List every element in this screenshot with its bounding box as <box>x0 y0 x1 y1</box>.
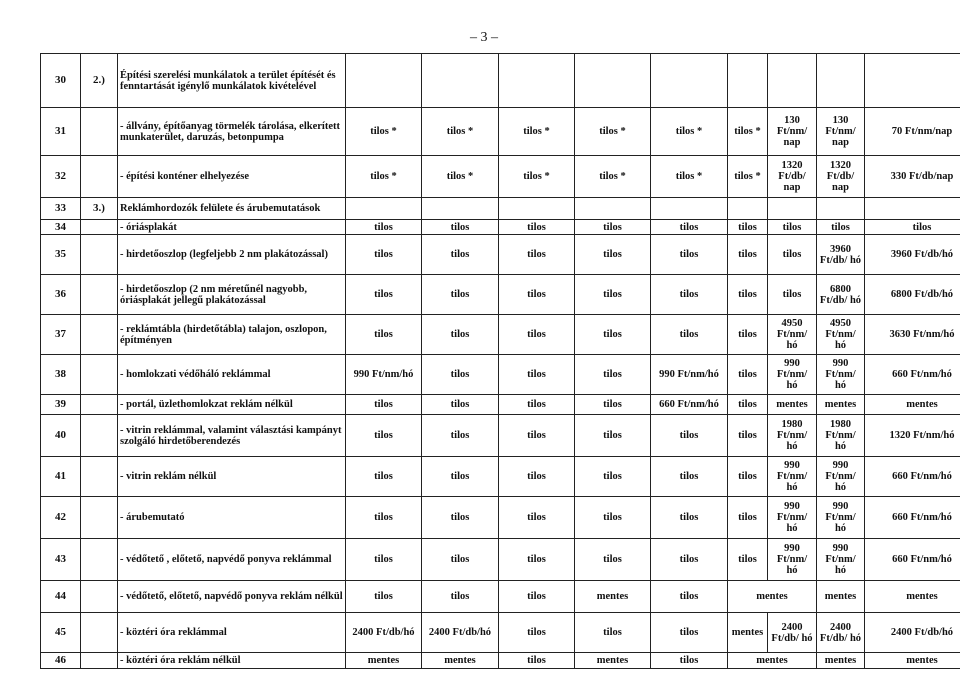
row-section <box>81 235 118 275</box>
fee-cell: tilos * <box>728 108 768 156</box>
fee-cell: 6800 Ft/db/hó <box>865 275 960 315</box>
fee-cell: 130 Ft/nm/ nap <box>817 108 865 156</box>
row-description: - homlokzati védőháló reklámmal <box>118 355 346 395</box>
row-section <box>81 497 118 539</box>
fee-cell: tilos <box>575 497 651 539</box>
fee-cell: tilos <box>728 315 768 355</box>
page-number: – 3 – <box>470 30 498 45</box>
fee-cell: 2400 Ft/db/hó <box>346 613 422 653</box>
table-row <box>41 220 960 235</box>
fee-cell: 3630 Ft/nm/hó <box>865 315 960 355</box>
table-row <box>41 395 960 415</box>
fee-cell: tilos <box>422 457 499 497</box>
fee-cell: tilos <box>575 220 651 235</box>
fee-cell: 660 Ft/nm/hó <box>865 497 960 539</box>
fee-cell <box>346 198 422 220</box>
fee-cell: tilos <box>499 275 575 315</box>
fee-cell: mentes <box>865 395 960 415</box>
fee-cell: tilos <box>575 235 651 275</box>
fee-cell: tilos * <box>728 156 768 198</box>
fee-cell: tilos <box>346 220 422 235</box>
fee-cell: tilos <box>728 395 768 415</box>
fee-cell: tilos <box>499 653 575 669</box>
fee-cell: 70 Ft/nm/nap <box>865 108 960 156</box>
fee-cell: tilos <box>768 220 817 235</box>
row-description: - portál, üzlethomlokzat reklám nélkül <box>118 395 346 415</box>
fee-cell: tilos <box>499 235 575 275</box>
fee-cell <box>651 198 728 220</box>
row-number: 46 <box>41 653 81 669</box>
fee-cell: tilos <box>422 395 499 415</box>
fee-cell: tilos <box>346 315 422 355</box>
row-section <box>81 108 118 156</box>
row-description: - reklámtábla (hirdetőtábla) talajon, oszlopon, építményen <box>118 315 346 355</box>
fee-cell: tilos <box>651 275 728 315</box>
fee-cell: tilos <box>499 539 575 581</box>
table-row <box>41 54 960 108</box>
fee-cell: 330 Ft/db/nap <box>865 156 960 198</box>
fee-cell: mentes <box>728 613 768 653</box>
fee-cell <box>728 54 768 108</box>
table-row <box>41 581 960 613</box>
table-row <box>41 355 960 395</box>
fee-cell: tilos <box>728 415 768 457</box>
fee-cell: tilos <box>575 539 651 581</box>
table-row <box>41 497 960 539</box>
row-section <box>81 315 118 355</box>
fee-cell: 990 Ft/nm/ hó <box>817 497 865 539</box>
row-section <box>81 415 118 457</box>
fee-cell: 990 Ft/nm/ hó <box>768 539 817 581</box>
fee-cell: 4950 Ft/nm/ hó <box>817 315 865 355</box>
fee-cell: 660 Ft/nm/hó <box>865 457 960 497</box>
row-description: - hirdetőoszlop (2 nm méretűnél nagyobb, óriásplakát jellegű plakátozással <box>118 275 346 315</box>
fee-cell: tilos <box>422 220 499 235</box>
row-number: 35 <box>41 235 81 275</box>
table-row <box>41 457 960 497</box>
fee-cell <box>651 54 728 108</box>
fee-cell: 660 Ft/nm/hó <box>651 395 728 415</box>
row-section: 2.) <box>81 54 118 108</box>
fee-cell: tilos * <box>575 108 651 156</box>
fee-cell: tilos <box>768 275 817 315</box>
fee-cell: tilos <box>651 457 728 497</box>
fee-cell <box>817 54 865 108</box>
row-description: - építési konténer elhelyezése <box>118 156 346 198</box>
fee-cell: tilos <box>575 457 651 497</box>
fee-cell: 6800 Ft/db/ hó <box>817 275 865 315</box>
fee-cell: tilos <box>651 613 728 653</box>
fee-cell: tilos <box>575 275 651 315</box>
fee-cell: 990 Ft/nm/ hó <box>768 355 817 395</box>
table-row <box>41 156 960 198</box>
fee-cell: tilos <box>651 235 728 275</box>
fee-cell: 990 Ft/nm/hó <box>651 355 728 395</box>
row-description: - védőtető , előtető, napvédő ponyva reklámmal <box>118 539 346 581</box>
fee-table <box>40 53 960 669</box>
fee-cell: 2400 Ft/db/hó <box>422 613 499 653</box>
fee-cell: tilos <box>728 275 768 315</box>
fee-cell: mentes <box>728 653 817 669</box>
row-description: - köztéri óra reklámmal <box>118 613 346 653</box>
fee-cell: tilos <box>499 315 575 355</box>
fee-cell: tilos <box>499 395 575 415</box>
table-row <box>41 415 960 457</box>
fee-cell: mentes <box>728 581 817 613</box>
fee-cell: tilos <box>728 457 768 497</box>
row-section <box>81 395 118 415</box>
row-description: Reklámhordozók felülete és árubemutatások <box>118 198 346 220</box>
row-number: 43 <box>41 539 81 581</box>
row-description: - köztéri óra reklám nélkül <box>118 653 346 669</box>
table-row <box>41 539 960 581</box>
fee-cell: tilos <box>499 613 575 653</box>
fee-cell: tilos <box>651 315 728 355</box>
fee-cell: tilos <box>499 581 575 613</box>
fee-cell <box>346 54 422 108</box>
fee-cell: 1320 Ft/nm/hó <box>865 415 960 457</box>
fee-cell <box>422 198 499 220</box>
row-number: 34 <box>41 220 81 235</box>
fee-cell: 2400 Ft/db/ hó <box>768 613 817 653</box>
row-section <box>81 653 118 669</box>
fee-cell: 3960 Ft/db/ hó <box>817 235 865 275</box>
row-description: - védőtető, előtető, napvédő ponyva reklám nélkül <box>118 581 346 613</box>
fee-cell: 2400 Ft/db/ hó <box>817 613 865 653</box>
row-description: - hirdetőoszlop (legfeljebb 2 nm plakátozással) <box>118 235 346 275</box>
fee-cell <box>575 54 651 108</box>
fee-cell: tilos <box>499 220 575 235</box>
row-section <box>81 220 118 235</box>
fee-cell: 130 Ft/nm/ nap <box>768 108 817 156</box>
fee-cell: mentes <box>768 395 817 415</box>
row-description: - vitrin reklámmal, valamint választási kampányt szolgáló hirdetőberendezés <box>118 415 346 457</box>
row-section <box>81 355 118 395</box>
fee-cell: tilos * <box>422 108 499 156</box>
row-description: - árubemutató <box>118 497 346 539</box>
fee-cell: tilos <box>575 395 651 415</box>
row-number: 45 <box>41 613 81 653</box>
row-section <box>81 581 118 613</box>
table-row <box>41 198 960 220</box>
fee-cell: tilos <box>865 220 960 235</box>
fee-cell: tilos <box>346 415 422 457</box>
row-number: 38 <box>41 355 81 395</box>
row-section <box>81 539 118 581</box>
fee-cell <box>728 198 768 220</box>
fee-cell: tilos <box>768 235 817 275</box>
fee-cell: 1980 Ft/nm/ hó <box>768 415 817 457</box>
fee-cell: tilos <box>575 355 651 395</box>
fee-cell: tilos <box>575 415 651 457</box>
fee-cell: tilos <box>346 457 422 497</box>
fee-cell: tilos <box>728 235 768 275</box>
fee-cell: tilos <box>651 581 728 613</box>
row-description: - óriásplakát <box>118 220 346 235</box>
row-number: 44 <box>41 581 81 613</box>
row-number: 42 <box>41 497 81 539</box>
fee-cell: tilos <box>817 220 865 235</box>
fee-cell <box>768 54 817 108</box>
table-body <box>41 54 960 669</box>
fee-cell: tilos <box>651 497 728 539</box>
row-section: 3.) <box>81 198 118 220</box>
table-row <box>41 315 960 355</box>
fee-cell: tilos * <box>499 156 575 198</box>
fee-cell: tilos <box>422 315 499 355</box>
fee-cell: 1320 Ft/db/ nap <box>768 156 817 198</box>
fee-cell <box>817 198 865 220</box>
fee-cell <box>499 54 575 108</box>
fee-cell: mentes <box>346 653 422 669</box>
fee-cell: mentes <box>865 653 960 669</box>
fee-cell: mentes <box>817 581 865 613</box>
fee-cell <box>499 198 575 220</box>
fee-cell: tilos <box>651 653 728 669</box>
fee-cell: tilos <box>728 497 768 539</box>
fee-cell: tilos <box>422 355 499 395</box>
fee-cell: 990 Ft/nm/ hó <box>817 355 865 395</box>
fee-cell: tilos <box>499 355 575 395</box>
fee-cell: tilos <box>728 539 768 581</box>
fee-cell: tilos * <box>346 156 422 198</box>
row-description: - állvány, építőanyag törmelék tárolása, elkerített munkaterület, daruzás, betonpumpa <box>118 108 346 156</box>
fee-cell: tilos <box>346 235 422 275</box>
fee-cell: tilos <box>346 497 422 539</box>
table-row <box>41 275 960 315</box>
fee-cell: mentes <box>865 581 960 613</box>
fee-cell: tilos <box>346 275 422 315</box>
table-row <box>41 653 960 669</box>
fee-cell: tilos <box>499 457 575 497</box>
fee-cell: mentes <box>575 581 651 613</box>
fee-cell: 3960 Ft/db/hó <box>865 235 960 275</box>
table-row <box>41 235 960 275</box>
fee-cell: tilos * <box>651 156 728 198</box>
fee-cell: tilos <box>346 581 422 613</box>
fee-cell: tilos * <box>651 108 728 156</box>
fee-cell: 4950 Ft/nm/ hó <box>768 315 817 355</box>
fee-cell: tilos <box>728 220 768 235</box>
fee-cell: tilos <box>728 355 768 395</box>
fee-cell: 990 Ft/nm/ hó <box>768 457 817 497</box>
fee-cell: 1320 Ft/db/ nap <box>817 156 865 198</box>
fee-cell: 990 Ft/nm/ hó <box>817 539 865 581</box>
fee-cell: tilos <box>499 415 575 457</box>
fee-cell: tilos <box>651 415 728 457</box>
row-section <box>81 275 118 315</box>
row-number: 41 <box>41 457 81 497</box>
fee-cell: tilos * <box>499 108 575 156</box>
row-number: 31 <box>41 108 81 156</box>
fee-cell: 990 Ft/nm/hó <box>346 355 422 395</box>
fee-cell: tilos * <box>422 156 499 198</box>
fee-cell: tilos * <box>575 156 651 198</box>
fee-cell: tilos <box>575 613 651 653</box>
row-number: 32 <box>41 156 81 198</box>
fee-cell: tilos <box>422 497 499 539</box>
fee-cell: mentes <box>422 653 499 669</box>
table-row <box>41 613 960 653</box>
row-number: 39 <box>41 395 81 415</box>
row-description: Építési szerelési munkálatok a terület építését és fenntartását igénylő munkálatok kivételével <box>118 54 346 108</box>
fee-cell <box>422 54 499 108</box>
row-number: 30 <box>41 54 81 108</box>
fee-cell: 1980 Ft/nm/ hó <box>817 415 865 457</box>
fee-cell: tilos <box>422 275 499 315</box>
fee-cell: tilos <box>575 315 651 355</box>
fee-cell: mentes <box>817 395 865 415</box>
fee-cell: 990 Ft/nm/ hó <box>768 497 817 539</box>
fee-cell: tilos <box>422 539 499 581</box>
fee-cell: 660 Ft/nm/hó <box>865 355 960 395</box>
fee-cell <box>865 198 960 220</box>
row-number: 33 <box>41 198 81 220</box>
row-number: 36 <box>41 275 81 315</box>
table-row <box>41 108 960 156</box>
fee-cell: 660 Ft/nm/hó <box>865 539 960 581</box>
fee-cell: tilos <box>346 395 422 415</box>
fee-cell: tilos <box>346 539 422 581</box>
fee-cell: 2400 Ft/db/hó <box>865 613 960 653</box>
row-description: - vitrin reklám nélkül <box>118 457 346 497</box>
fee-cell: 990 Ft/nm/ hó <box>817 457 865 497</box>
row-number: 37 <box>41 315 81 355</box>
row-section <box>81 613 118 653</box>
fee-cell: tilos * <box>346 108 422 156</box>
fee-cell: mentes <box>575 653 651 669</box>
fee-cell <box>768 198 817 220</box>
fee-cell: tilos <box>651 220 728 235</box>
row-number: 40 <box>41 415 81 457</box>
fee-cell: tilos <box>422 235 499 275</box>
row-section <box>81 457 118 497</box>
fee-cell: tilos <box>422 581 499 613</box>
fee-cell: tilos <box>651 539 728 581</box>
fee-cell <box>865 54 960 108</box>
fee-cell: tilos <box>499 497 575 539</box>
row-section <box>81 156 118 198</box>
fee-cell <box>575 198 651 220</box>
fee-cell: tilos <box>422 415 499 457</box>
fee-cell: mentes <box>817 653 865 669</box>
